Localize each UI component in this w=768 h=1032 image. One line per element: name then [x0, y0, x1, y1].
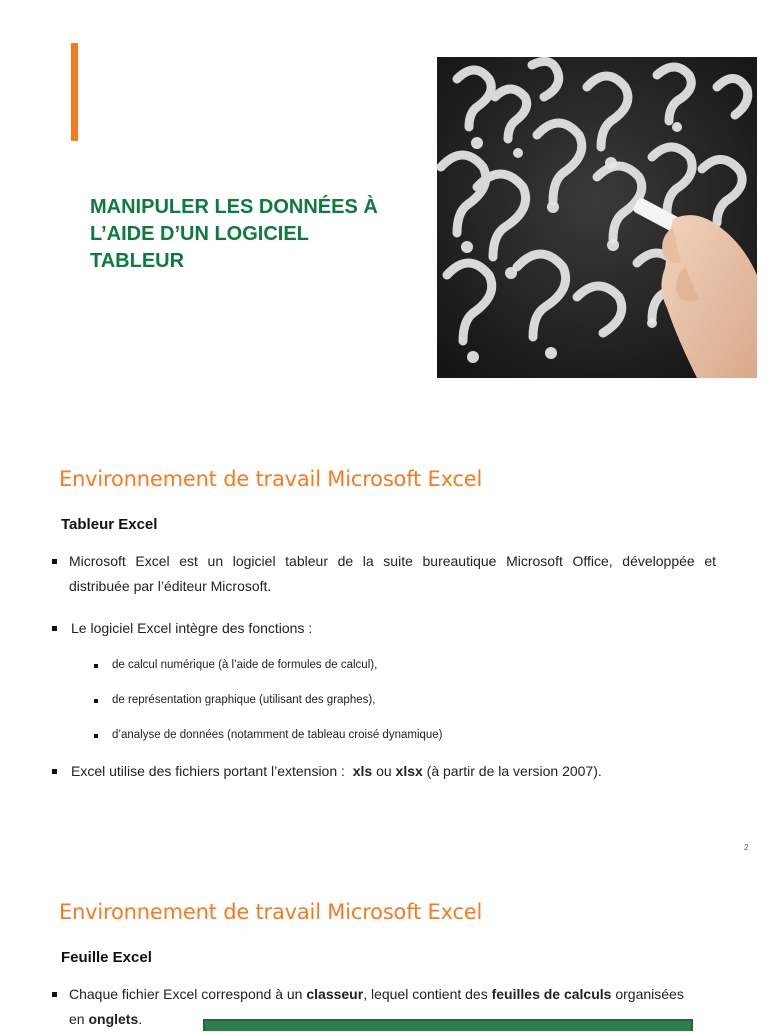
onglets-text: . — [138, 1011, 143, 1027]
cover-title-line: TABLEUR — [90, 250, 185, 272]
feuilles-term: feuilles de calculs — [491, 986, 612, 1002]
bullet-square-icon — [94, 699, 98, 703]
cover-title-line: MANIPULER LES DONNÉES À — [90, 196, 378, 218]
bullet-text: Le logiciel Excel intègre des fonctions : — [71, 620, 313, 636]
sub-bullet-text: d’analyse de données (notamment de tableau croisé dynamique) — [112, 729, 443, 741]
bullet-square-icon — [94, 734, 98, 738]
bullet-square-icon — [52, 769, 57, 774]
bullet-text: Microsoft Excel est un logiciel tableur de la suite bureautique Microsoft Office, développée et — [69, 553, 716, 569]
bullet-square-icon — [52, 992, 57, 997]
bullet-item — [52, 549, 716, 599]
classeur-text: , lequel contient des — [363, 986, 488, 1002]
extension-xls: xls — [352, 763, 373, 779]
classeur-term: classeur — [306, 986, 364, 1002]
bullet-text: distribuée par l’éditeur Microsoft. — [69, 578, 272, 594]
extension-version: (à partir de la version 2007). — [426, 763, 602, 779]
bullet-square-icon — [52, 626, 57, 631]
cover-title — [90, 194, 410, 275]
onglets-term: onglets — [88, 1011, 139, 1027]
chalkboard-question-marks-image — [437, 57, 757, 378]
extension-or: ou — [376, 763, 392, 779]
sub-bullet-text: de représentation graphique (utilisant des graphes), — [112, 694, 376, 706]
cover-slide — [0, 0, 768, 400]
accent-bar — [71, 43, 78, 141]
bullet-text — [69, 1007, 142, 1032]
bullet-text — [71, 759, 602, 784]
extension-text: Excel utilise des fichiers portant l’extension : — [71, 763, 345, 779]
bullet-item — [52, 759, 716, 784]
section-subtitle: Tableur Excel — [61, 516, 158, 533]
bullet-item — [52, 616, 716, 641]
cover-title-line: L’AIDE D’UN LOGICIEL — [90, 223, 309, 245]
section-title: Environnement de travail Microsoft Excel — [59, 467, 483, 491]
page-number: 2 — [744, 843, 749, 852]
section-title: Environnement de travail Microsoft Excel — [59, 900, 483, 924]
extension-xlsx: xlsx — [395, 763, 423, 779]
bullet-text — [69, 982, 684, 1007]
excel-screenshot-frame — [203, 1019, 693, 1031]
sub-bullet-text: de calcul numérique (à l’aide de formules de calcul), — [112, 659, 378, 671]
bullet-square-icon — [52, 559, 57, 564]
onglets-text: en — [69, 1011, 85, 1027]
bullet-square-icon — [94, 664, 98, 668]
section-subtitle: Feuille Excel — [61, 949, 152, 966]
classeur-text: Chaque fichier Excel correspond à un — [69, 986, 303, 1002]
slide-feuille-excel — [0, 872, 768, 1027]
classeur-text: organisées — [615, 986, 684, 1002]
slide-tableur-excel — [0, 432, 768, 862]
